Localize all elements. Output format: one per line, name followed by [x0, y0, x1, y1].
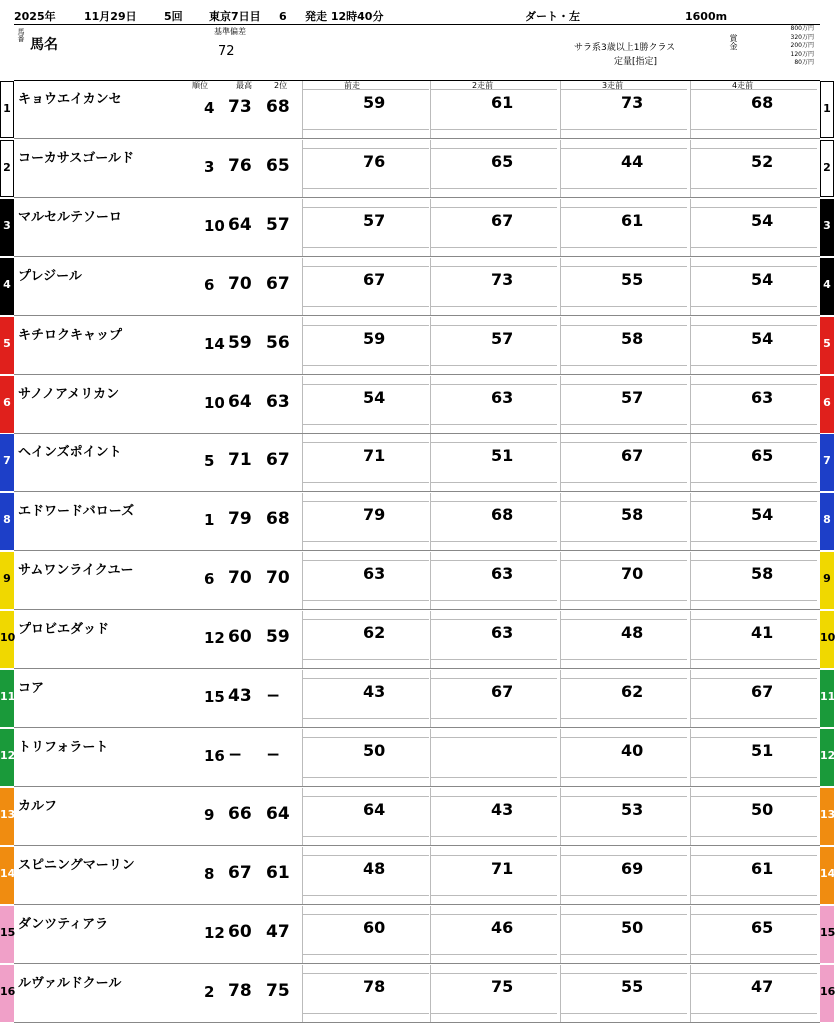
race-prev2: 68 [430, 493, 557, 550]
rank: 15 [204, 688, 225, 706]
track: ダート・左 [525, 10, 580, 23]
waku-band-right [820, 729, 834, 786]
horse-info [14, 81, 190, 138]
horse-info [14, 493, 190, 550]
kai: 5回 [164, 10, 183, 23]
waku-band-right [820, 788, 834, 845]
best-index: 70 [228, 273, 252, 294]
race-prev2: 65 [430, 140, 557, 197]
race-prev4: 50 [690, 788, 817, 845]
horse-number: 1 [823, 102, 831, 115]
horse-number: 1 [3, 102, 11, 115]
horse-info [14, 670, 190, 727]
race-number: 6 [279, 9, 287, 23]
rank: 3 [204, 157, 215, 176]
horse-name[interactable]: トリフォラート [18, 739, 109, 755]
best-index: 79 [228, 509, 252, 530]
waku-band-left [0, 847, 14, 904]
horse-number: 3 [3, 218, 11, 232]
horse-number: 3 [823, 218, 831, 232]
race-prev4: 67 [690, 670, 817, 727]
horse-number: 11 [820, 690, 835, 703]
race-prev2: 73 [430, 258, 557, 315]
horse-number: 15 [0, 925, 16, 939]
waku-band-right [820, 611, 834, 668]
race-prev3: 57 [560, 376, 687, 433]
horse-info [14, 140, 190, 197]
rank: 16 [204, 746, 225, 765]
second-index: 67 [266, 273, 290, 294]
base-value: 72 [218, 44, 235, 59]
race-prev1: 71 [302, 434, 429, 491]
race-prev2: 63 [430, 376, 557, 433]
waku-band-left [0, 788, 14, 845]
race-prev2: 43 [430, 788, 557, 845]
date: 11月29日 [84, 10, 137, 23]
best-index: 70 [228, 568, 252, 589]
race-prev3: 53 [560, 788, 687, 845]
race-prev1: 54 [302, 376, 429, 433]
horse-name[interactable]: ヘインズポイント [18, 445, 122, 461]
waku-band-right [820, 434, 834, 491]
waku-band-left [0, 434, 14, 491]
race-prev1: 78 [302, 965, 429, 1022]
horse-number: 2 [823, 160, 831, 174]
second-index: 64 [266, 803, 290, 824]
race-prev3: 67 [560, 434, 687, 491]
race-prev3: 44 [560, 140, 687, 197]
horse-name[interactable]: ダンツティアラ [18, 916, 109, 932]
best-index: 71 [228, 450, 252, 471]
horse-name[interactable]: サムワンライクユー [18, 563, 134, 579]
col-prev1: 前走 [344, 81, 360, 90]
second-index: 47 [266, 921, 290, 942]
table-row[interactable] [3, 199, 831, 257]
waku-band-left [0, 965, 14, 1022]
horse-name[interactable]: キョウエイカンセ [18, 92, 122, 107]
best-index: 59 [228, 332, 252, 353]
distance: 1600m [685, 9, 728, 23]
horse-info [14, 199, 190, 256]
race-prev4: 68 [690, 81, 817, 138]
col-prev3: 3走前 [602, 81, 624, 90]
horse-label: 馬名 [30, 37, 58, 53]
waku-band-right [820, 552, 834, 609]
waku-band-right [820, 81, 834, 138]
best-index: 43 [228, 686, 252, 706]
horse-number: 2 [3, 160, 11, 174]
second-index: 65 [266, 155, 290, 176]
second-index: 70 [266, 568, 290, 589]
horse-name[interactable]: エドワードバローズ [18, 504, 135, 520]
second-index: 63 [266, 391, 290, 412]
second-index: 68 [266, 509, 290, 530]
race-prev1: 50 [302, 729, 429, 786]
col-2nd: 2位 [274, 81, 288, 90]
horse-number: 10 [0, 631, 16, 645]
horse-number: 7 [823, 454, 831, 468]
race-prev3: 73 [560, 81, 687, 138]
race-prev4: 61 [690, 847, 817, 904]
race-prev1: 62 [302, 611, 429, 668]
table-row[interactable] [0, 847, 835, 905]
best-index: 76 [228, 155, 252, 176]
waku-band-right [820, 258, 834, 315]
table-row[interactable] [0, 729, 835, 787]
waku-band-left [0, 552, 14, 609]
race-condition: 定量[指定] [614, 57, 658, 67]
horse-number: 12 [0, 748, 16, 762]
race-prev1: 59 [302, 81, 429, 138]
waku-band-right [820, 140, 834, 197]
horse-number: 6 [823, 395, 831, 409]
start-time: 発走 12時40分 [305, 10, 384, 23]
race-prev4: 54 [690, 258, 817, 315]
second-index: − [266, 744, 281, 765]
horse-info [14, 965, 190, 1022]
waku-band-right [820, 965, 834, 1022]
horse-info [14, 788, 190, 845]
second-index: 57 [266, 214, 290, 235]
horse-number: 15 [820, 925, 835, 939]
waku-band-right [820, 670, 834, 727]
horse-number: 16 [0, 984, 16, 998]
waku-band-right [820, 317, 834, 374]
race-class: サラ系3歳以上1勝クラス [574, 43, 676, 53]
rank: 4 [204, 99, 215, 117]
waku-band-left [0, 906, 14, 963]
race-prev1: 43 [302, 670, 429, 727]
race-prev2: 51 [430, 434, 557, 491]
horse-name[interactable]: サノノアメリカン [18, 386, 120, 402]
rank: 10 [204, 393, 225, 412]
race-prev2: 71 [430, 847, 557, 904]
race-prev3: 69 [560, 847, 687, 904]
horse-name[interactable]: プレジール [18, 268, 82, 284]
horse-number: 4 [3, 277, 11, 291]
horse-number: 4 [823, 277, 831, 291]
horse-number: 14 [820, 866, 835, 880]
best-index: 64 [228, 214, 252, 235]
waku-band-right [820, 847, 834, 904]
race-prev4: 47 [690, 965, 817, 1022]
race-prev2: 46 [430, 906, 557, 963]
prize-list: 800万円 320万円 200万円 120万円 80万円 [790, 25, 814, 66]
horse-name[interactable]: キチロクキャップ [18, 327, 123, 343]
second-index: 75 [266, 980, 290, 1001]
best-index: − [228, 744, 243, 765]
col-prev2: 2走前 [472, 81, 494, 90]
race-prev4: 52 [690, 140, 817, 197]
best-index: 60 [228, 921, 252, 942]
col-prev4: 4走前 [732, 81, 754, 90]
race-prev4: 65 [690, 906, 817, 963]
race-prev1: 63 [302, 552, 429, 609]
race-prev2: 63 [430, 611, 557, 668]
horse-name[interactable]: マルセルテソーロ [18, 209, 122, 225]
race-prev3: 48 [560, 611, 687, 668]
best-index: 66 [228, 803, 252, 824]
race-prev2 [430, 729, 557, 786]
second-index: 67 [266, 450, 290, 471]
race-prev2: 63 [430, 552, 557, 609]
rank: 2 [204, 982, 215, 1001]
horse-name[interactable]: コーカサスゴールド [18, 150, 134, 166]
race-prev3: 70 [560, 552, 687, 609]
race-prev1: 59 [302, 317, 429, 374]
horse-info [14, 906, 190, 963]
race-prev4: 51 [690, 729, 817, 786]
race-prev1: 79 [302, 493, 429, 550]
second-index: − [266, 686, 281, 706]
rank: 14 [204, 334, 225, 353]
rank: 6 [204, 570, 215, 589]
horse-number: 13 [820, 807, 835, 821]
horse-info [14, 552, 190, 609]
race-prev3: 58 [560, 493, 687, 550]
horse-number: 16 [820, 984, 835, 998]
horse-number: 9 [3, 572, 11, 586]
best-index: 78 [228, 980, 252, 1001]
horse-name[interactable]: プロビエダッド [18, 622, 110, 638]
horse-info [14, 258, 190, 315]
waku-band-left [0, 81, 14, 138]
horse-info [14, 847, 190, 904]
race-prev1: 57 [302, 199, 429, 256]
race-header [14, 8, 820, 25]
horse-info [14, 434, 190, 491]
table-row[interactable] [0, 906, 835, 964]
table-row[interactable] [3, 258, 831, 316]
race-prev2: 67 [430, 670, 557, 727]
horse-number: 10 [820, 631, 835, 645]
table-row[interactable] [0, 788, 835, 846]
race-prev4: 54 [690, 317, 817, 374]
race-prev4: 54 [690, 493, 817, 550]
table-row[interactable] [0, 670, 835, 728]
best-index: 67 [228, 862, 252, 883]
race-prev4: 63 [690, 376, 817, 433]
prize-label: 賞金 [729, 34, 738, 50]
col-rank: 順位 [192, 81, 208, 90]
venue: 東京7日目 [209, 10, 261, 23]
horse-number: 5 [823, 336, 831, 350]
race-prev1: 76 [302, 140, 429, 197]
horse-name[interactable]: ルヴァルドクール [18, 975, 122, 991]
rank: 9 [204, 805, 215, 824]
horse-info [14, 317, 190, 374]
rank: 8 [204, 864, 215, 883]
waku-band-right [820, 906, 834, 963]
race-prev3: 61 [560, 199, 687, 256]
second-index: 61 [266, 862, 290, 883]
waku-band-left [0, 493, 14, 550]
rank: 6 [204, 275, 215, 294]
horse-number: 8 [3, 513, 11, 527]
rank: 12 [204, 629, 225, 648]
waku-band-left [0, 317, 14, 374]
waku-band-left [0, 729, 14, 786]
second-index: 56 [266, 332, 290, 353]
race-prev3: 55 [560, 258, 687, 315]
rank: 5 [204, 452, 215, 471]
col-best: 最高 [236, 81, 252, 90]
horse-number: 13 [0, 807, 16, 821]
race-prev2: 57 [430, 317, 557, 374]
rank: 10 [204, 216, 225, 235]
table-row[interactable] [3, 434, 831, 492]
horse-number: 11 [0, 690, 16, 703]
horse-name[interactable]: カルフ [18, 798, 58, 814]
race-prev1: 67 [302, 258, 429, 315]
race-prev4: 41 [690, 611, 817, 668]
table-row[interactable] [3, 140, 831, 198]
waku-band-right [820, 376, 834, 433]
race-prev2: 61 [430, 81, 557, 138]
horse-number: 6 [3, 395, 11, 409]
race-prev1: 48 [302, 847, 429, 904]
race-prev2: 75 [430, 965, 557, 1022]
table-row[interactable] [3, 493, 831, 551]
race-prev3: 58 [560, 317, 687, 374]
waku-band-left [0, 258, 14, 315]
race-prev1: 60 [302, 906, 429, 963]
rank: 1 [204, 511, 215, 530]
race-prev4: 54 [690, 199, 817, 256]
waku-band-right [820, 199, 834, 256]
horse-number: 9 [823, 572, 831, 586]
waku-band-left [0, 611, 14, 668]
best-index: 60 [228, 627, 252, 648]
horse-info [14, 729, 190, 786]
race-prev4: 65 [690, 434, 817, 491]
best-index: 64 [228, 391, 252, 412]
race-prev2: 67 [430, 199, 557, 256]
year: 2025年 [14, 10, 56, 23]
horse-number: 8 [823, 513, 831, 527]
horse-number: 14 [0, 866, 16, 880]
race-prev3: 62 [560, 670, 687, 727]
horse-number: 7 [3, 454, 11, 468]
table-row[interactable] [0, 965, 835, 1023]
waku-band-left [0, 140, 14, 197]
horse-number: 12 [820, 748, 835, 762]
horse-name[interactable]: コア [18, 681, 45, 696]
table-row[interactable] [3, 317, 831, 375]
waku-band-left [0, 670, 14, 727]
base-label: 基準偏差 [214, 27, 246, 36]
table-row[interactable] [3, 552, 831, 610]
waku-band-left [0, 199, 14, 256]
horse-number: 5 [3, 336, 11, 350]
waku-band-left [0, 376, 14, 433]
waku-band-right [820, 493, 834, 550]
horse-info [14, 376, 190, 433]
second-index: 59 [266, 627, 290, 648]
race-prev3: 40 [560, 729, 687, 786]
horse-name[interactable]: スピニングマーリン [18, 857, 135, 873]
race-prev3: 50 [560, 906, 687, 963]
race-prev3: 55 [560, 965, 687, 1022]
race-prev4: 58 [690, 552, 817, 609]
race-prev1: 64 [302, 788, 429, 845]
horse-info [14, 611, 190, 668]
waku-label: 馬番 [17, 28, 25, 42]
rank: 12 [204, 923, 225, 942]
table-row[interactable] [0, 611, 835, 669]
second-index: 68 [266, 97, 290, 117]
column-header [14, 24, 820, 90]
table-row[interactable] [3, 81, 831, 139]
table-row[interactable] [3, 376, 831, 434]
best-index: 73 [228, 97, 252, 117]
